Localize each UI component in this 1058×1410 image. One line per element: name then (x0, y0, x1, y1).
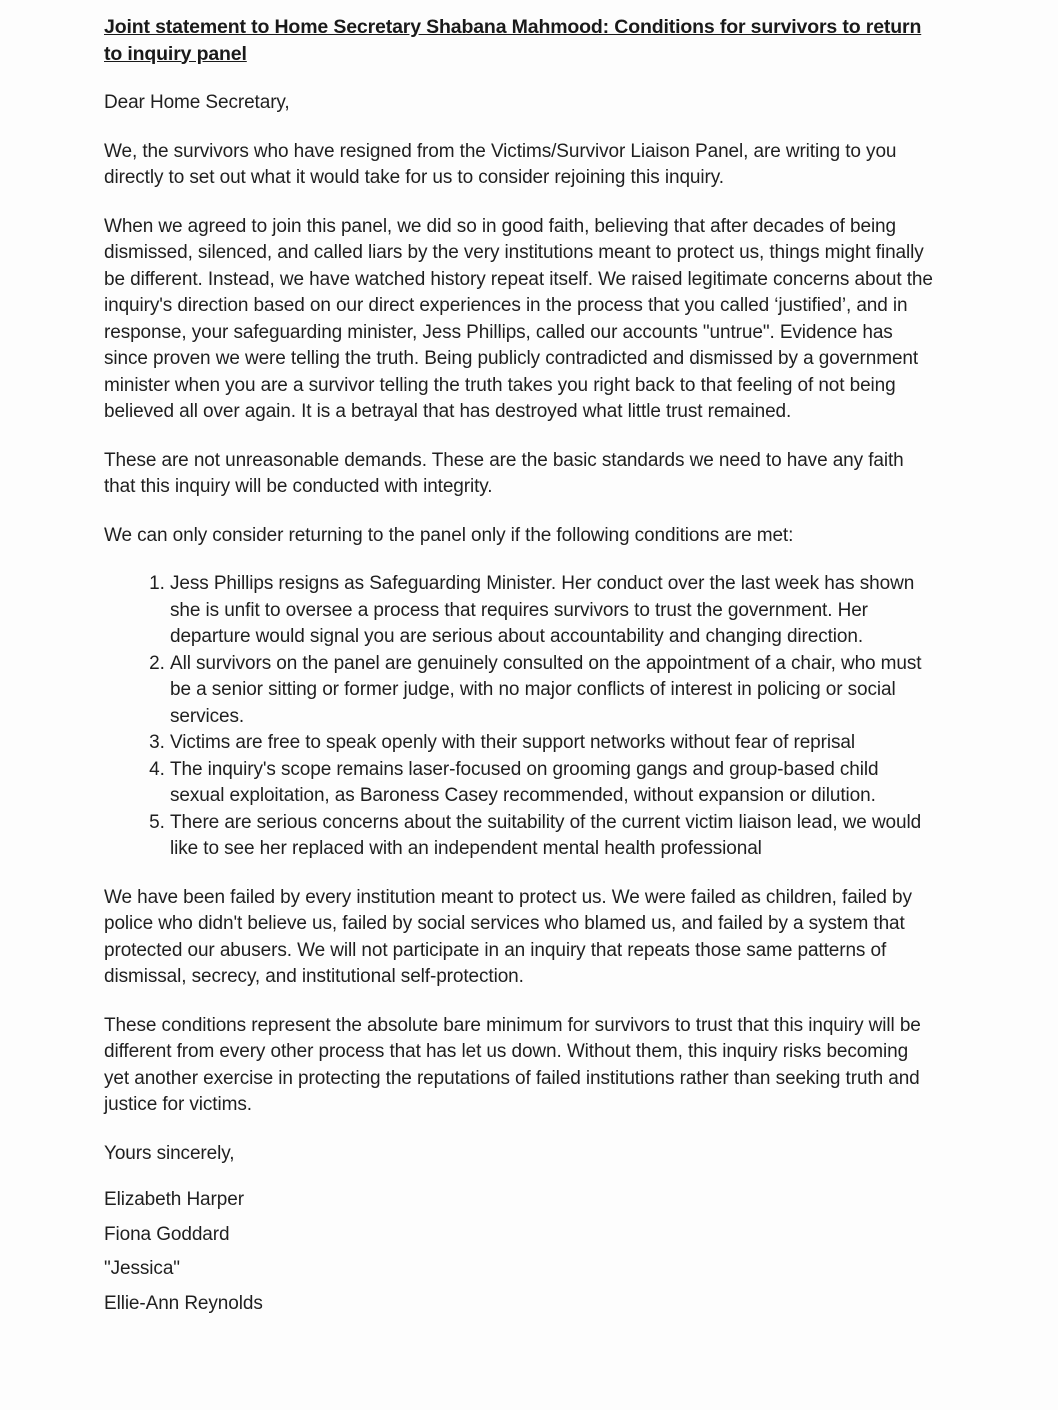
signatory-name: "Jessica" (104, 1258, 180, 1279)
paragraph-failed: We have been failed by every institution meant to protect us. We were failed as children, failed by police who didn't believe us, failed by social services who blamed us, and failed by a system that protected our abusers. We will not participate in an inquiry that repeats those same patterns of dismissal, secrecy, and institutional self-protection. (104, 886, 912, 987)
signatory-name: Ellie-Ann Reynolds (104, 1292, 263, 1314)
paragraph-demands: These are not unreasonable demands. These are the basic standards we need to have any faith that this inquiry will be conducted with integrity. (104, 449, 904, 497)
paragraph-minimum: These conditions represent the absolute bare minimum for survivors to trust that this inquiry will be different from every other process that has let us down. Without them, this inquiry risks becoming yet another exercise in protecting the reputations of failed institutions rather than seeking truth and justice for victims. (104, 1014, 921, 1115)
condition-item: 4. The inquiry's scope remains laser-focused on grooming gangs and group-based child sexual exploitation, as Baroness Casey recommended, without expansion or dilution. (170, 757, 934, 810)
paragraph-background: When we agreed to join this panel, we did so in good faith, believing that after decades of being dismissed, silenced, and called liars by the very institutions meant to protect us, things might finally be different. Instead, we have watched history repeat itself. We raised legitimate concerns about the inquiry's direction based on our direct experiences in the process that you called ‘justified’, and in response, your safeguarding minister, Jess Phillips, called our accounts "untrue". Evidence has since proven we were telling the truth. Being publicly contradicted and dismissed by a government minister when you are a survivor telling the truth takes you right back to that feeling of not being believed all over again. It is a betrayal that has destroyed what little trust remained. (104, 215, 933, 422)
signatory-name: Elizabeth Harper (104, 1189, 244, 1210)
paragraph-intro: We, the survivors who have resigned from the Victims/Survivor Liaison Panel, are writing to you directly to set out what it would take for us to consider rejoining this inquiry. (104, 140, 897, 188)
signatories (104, 1187, 934, 1317)
letter-page (104, 14, 934, 1325)
signatory-name: Fiona Goddard (104, 1223, 230, 1245)
condition-item: 5. There are serious concerns about the suitability of the current victim liaison lead, we would like to see her replaced with an independent mental health professional (170, 810, 934, 863)
paragraph-conditions-lead: We can only consider returning to the panel only if the following conditions are met: (104, 524, 794, 546)
salutation: Dear Home Secretary, (104, 92, 290, 113)
condition-item: 2. All survivors on the panel are genuinely consulted on the appointment of a chair, who must be a senior sitting or former judge, with no major conflicts of interest in policing or social services. (170, 651, 934, 731)
sign-off: Yours sincerely, (104, 1142, 235, 1164)
conditions-list (104, 571, 934, 863)
condition-item: 1. Jess Phillips resigns as Safeguarding Minister. Her conduct over the last week has shown she is unfit to oversee a process that requires survivors to trust the government. Her departure would signal you are serious about accountability and changing direction. (170, 571, 934, 651)
condition-item: 3. Victims are free to speak openly with their support networks without fear of reprisal (170, 730, 934, 757)
document-title: Joint statement to Home Secretary Shabana Mahmood: Conditions for survivors to return to inquiry panel (104, 16, 922, 65)
